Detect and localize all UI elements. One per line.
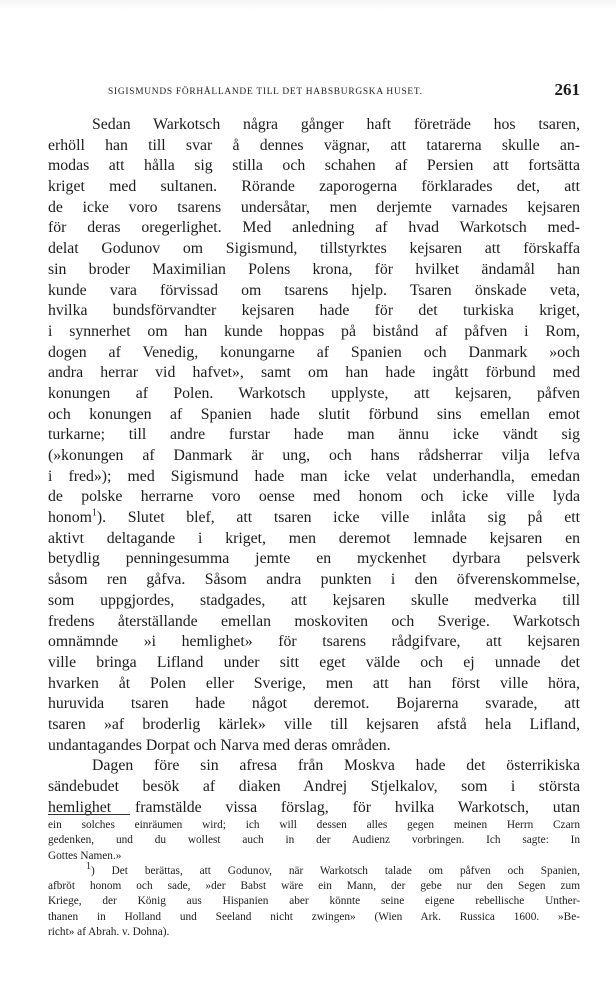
- text-line: konungen af Polen. Warkotsch upplyste, att kejsaren, påfven: [48, 384, 580, 402]
- text-segment: honom: [48, 509, 92, 527]
- text-segment: ). Slutet blef, att tsaren icke ville inlåta sig på ett: [96, 509, 580, 527]
- page-header: [48, 80, 580, 104]
- text-line: i synnerhet om han kunde hoppas på bistånd af påfven i Rom,: [48, 322, 580, 340]
- text-line: (»konungen af Danmark är ung, och hans rådsherrar vilja lefva: [48, 447, 580, 464]
- footnote-divider: [48, 814, 130, 815]
- running-head: SIGISMUNDS FÖRHÅLLANDE TILL DET HABSBURGSKA HUSET.: [108, 87, 423, 97]
- footnote-line: richt» af Abrah. v. Dohna).: [48, 926, 170, 939]
- footnotes: [48, 818, 580, 940]
- text-line: och konungen af Spanien hade slutit förbund sins emellan emot: [48, 405, 580, 423]
- text-line: tsaren »af broderlig kärlek» ville till kejsaren afstå hela Lifland,: [48, 715, 580, 733]
- footnote-line: thanen in Holland und Seeland nicht zwingen» (Wien Ark. Russica 1600. »Be-: [48, 910, 580, 923]
- text-line: sändebudet besök af diaken Andrej Stjelkalov, som i största: [48, 778, 580, 795]
- text-line: som uppgjordes, stadgades, att kejsaren skulle medverka till: [48, 591, 580, 609]
- text-line: de icke voro tsarens undersåtar, men derjemte varnades kejsaren: [48, 198, 580, 216]
- text-line-with-footnote: [48, 508, 580, 529]
- text-line: sin broder Maximilian Polens krona, för hvilket ändamål han: [48, 260, 580, 278]
- text-line: andra herrar vid hafvet», samt om han hade ingått förbund med: [48, 364, 580, 382]
- text-line: betydlig penningesumma jemte en myckenhet dyrbara pelsverk: [48, 550, 580, 568]
- text-line: undantagandes Dorpat och Narva med deras områden.: [48, 736, 391, 754]
- footnote-text: ) Det berättas, att Godunov, när Warkotsch talade om påfven och Spanien,: [91, 864, 580, 877]
- text-line: kunde vara förvissad om tsarens hjelp. Tsaren önskade veta,: [48, 281, 580, 299]
- text-line: modas att hålla sig stilla och schahen af Persien att fortsätta: [48, 157, 580, 175]
- text-line: aktivt deltagande i kriget, men deremot lemnade kejsaren en: [48, 529, 580, 547]
- footnote-line: gedenken, und du wollest auch in der Audienz vorbringen. Ich sagte: In: [48, 834, 580, 847]
- text-line: Dagen före sin afresa från Moskva hade det österrikiska: [92, 757, 580, 775]
- footnote-reference: 1: [91, 507, 97, 519]
- text-line: delat Godunov om Sigismund, tillstyrktes kejsaren att förskaffa: [48, 240, 580, 258]
- page-number: 261: [554, 80, 580, 99]
- text-line: turkarne; till andre furstar hade man ännu icke vändt sig: [48, 426, 580, 444]
- text-line: hemlighet framstälde vissa förslag, för hvilka Warkotsch, utan: [48, 798, 580, 816]
- text-line: för deras oregerlighet. Med anledning af hvad Warkotsch med-: [48, 219, 580, 237]
- scan-edge: [0, 0, 616, 10]
- footnote-line: [48, 861, 580, 879]
- text-line: erhöll han till svar å dennes vägnar, att tatarerna skulle an-: [48, 136, 580, 154]
- text-line: Sedan Warkotsch några gånger haft företräde hos tsaren,: [92, 116, 580, 133]
- text-line: omnämnde »i hemlighet» för tsarens rådgifvare, att kejsaren: [48, 633, 580, 651]
- footnote-line: ein solches einräumen wird; ich will dessen alles gegen meinen Herrn Czarn: [48, 819, 580, 831]
- text-line: huruvida tsaren hade något deremot. Bojarerna svarade, att: [48, 695, 580, 713]
- text-line: i fred»); med Sigismund hade man icke velat underhandla, emedan: [48, 467, 580, 485]
- text-line: fredens återställande emellan moskoviten och Sverige. Warkotsch: [48, 612, 580, 630]
- text-line: hvilka bundsförvandter kejsaren hade för det turkiska kriget,: [48, 302, 580, 320]
- text-line: ville bringa Lifland under sitt eget välde och ej unnade det: [48, 653, 580, 671]
- text-line: dogen af Venedig, konungarne af Spanien och Danmark »och: [48, 343, 580, 361]
- text-line: kriget med sultanen. Rörande zaporogerna förklarades det, att: [48, 178, 580, 196]
- body-text: [48, 115, 580, 818]
- footnote-line: Kriege, der König aus Hispanien aber könnte seine eigene rebellische Unther-: [48, 895, 580, 908]
- footnote-line: afbröt honom och sade, »der Babst wäre ein Mann, der gebe nur den Segen zum: [48, 880, 580, 893]
- text-line: hvarken åt Polen eller Sverige, men att han först ville höra,: [48, 674, 580, 692]
- footnote-line: Gottes Namen.»: [48, 849, 122, 862]
- text-line: de polske herrarne voro oense med honom och icke ville lyda: [48, 488, 580, 506]
- text-line: såsom ren gåfva. Såsom andra punkten i den öfverenskommelse,: [48, 571, 580, 589]
- footnote-marker: 1: [86, 861, 91, 873]
